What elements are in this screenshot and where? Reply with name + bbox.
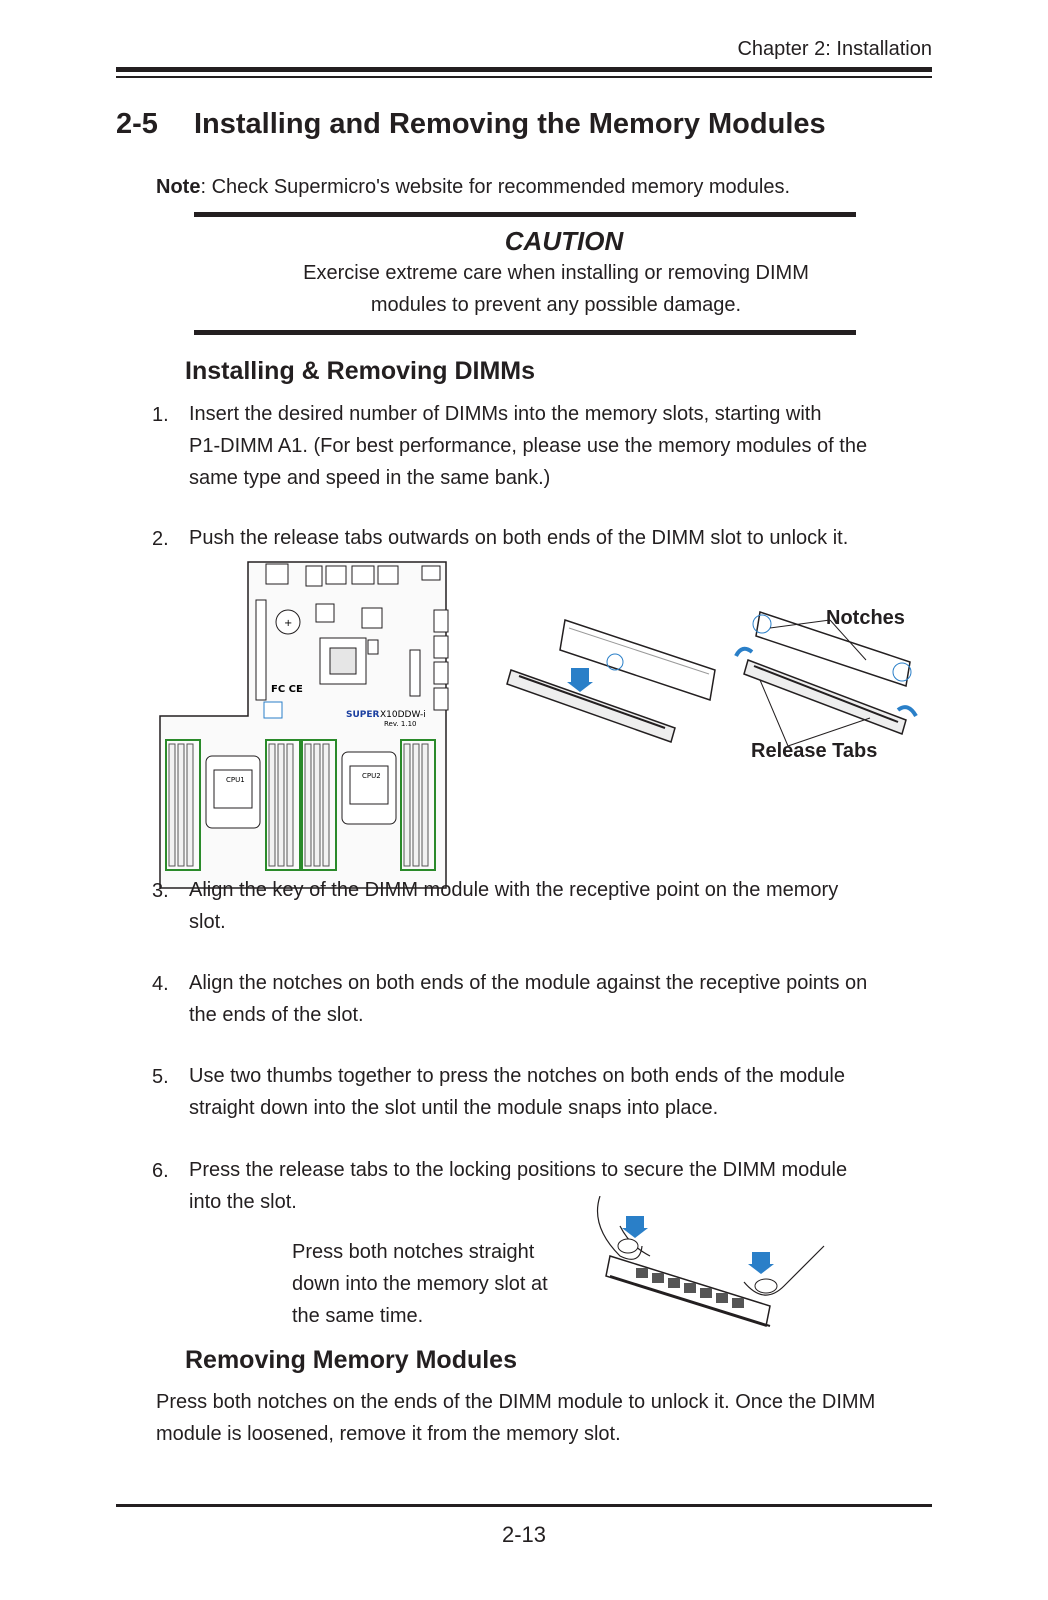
- note: [156, 176, 790, 199]
- step-5-number: 5.: [152, 1066, 169, 1088]
- step-2-number: 2.: [152, 528, 169, 550]
- header-rule-thin: [116, 76, 932, 78]
- caution-title: CAUTION: [504, 226, 624, 256]
- press-caption-line-1: Press both notches straight: [292, 1241, 535, 1263]
- step-6-line-1: Press the release tabs to the locking positions to secure the DIMM module: [189, 1159, 848, 1181]
- step-4-line-1: Align the notches on both ends of the module against the receptive points on: [189, 972, 868, 994]
- step-5-text: [189, 1060, 944, 1124]
- section-number: 2-5: [116, 108, 158, 140]
- step-1-line-3: same type and speed in the same bank.): [189, 467, 551, 489]
- notches-label: Notches: [826, 607, 905, 629]
- step-5-line-1: Use two thumbs together to press the notches on both ends of the module: [189, 1065, 845, 1087]
- press-caption: [292, 1236, 572, 1332]
- step-1-line-2: P1-DIMM A1. (For best performance, please use the memory modules of the: [189, 435, 868, 457]
- step-1-number: 1.: [152, 404, 169, 426]
- press-caption-line-2: down into the memory slot at: [292, 1273, 548, 1295]
- board-model: X10DDW-i: [380, 710, 426, 720]
- header-rule: [116, 67, 932, 72]
- release-tabs-label: Release Tabs: [751, 740, 878, 762]
- removing-line-2: module is loosened, remove it from the memory slot.: [156, 1423, 621, 1445]
- thumbs-press-illustration: [570, 1196, 840, 1346]
- chapter-header: Chapter 2: Installation: [737, 38, 932, 60]
- step-4-number: 4.: [152, 973, 169, 995]
- board-brand: SUPER: [346, 710, 380, 720]
- caution-top-bar: [194, 212, 856, 217]
- step-3-line-1: Align the key of the DIMM module with the receptive point on the memory: [189, 879, 839, 901]
- step-3-number: 3.: [152, 880, 169, 902]
- step-2-line-1: Push the release tabs outwards on both ends of the DIMM slot to unlock it.: [189, 527, 849, 549]
- step-4-text: [189, 967, 944, 1031]
- step-3-text: [189, 874, 944, 938]
- cpu2-label: CPU2: [362, 772, 381, 780]
- step-1-line-1: Insert the desired number of DIMMs into the memory slots, starting with: [189, 403, 822, 425]
- caution-line-2: modules to prevent any possible damage.: [370, 294, 742, 316]
- installing-heading: Installing & Removing DIMMs: [185, 357, 536, 385]
- step-6-number: 6.: [152, 1160, 169, 1182]
- step-3-line-2: slot.: [189, 911, 226, 933]
- footer-rule: [116, 1504, 932, 1507]
- caution-line-1: Exercise extreme care when installing or removing DIMM: [303, 262, 809, 284]
- removing-line-1: Press both notches on the ends of the DIMM module to unlock it. Once the DIMM: [156, 1391, 876, 1413]
- step-4-line-2: the ends of the slot.: [189, 1004, 364, 1026]
- caution-bottom-bar: [194, 330, 856, 335]
- press-caption-line-3: the same time.: [292, 1305, 424, 1327]
- dimm-slot-illustration: [505, 600, 735, 750]
- svg-text:FC CE: FC CE: [271, 684, 303, 695]
- note-label: Note: [156, 176, 201, 198]
- step-5-line-2: straight down into the slot until the module snaps into place.: [189, 1097, 719, 1119]
- step-1-text: [189, 398, 944, 494]
- step-2-text: [189, 522, 944, 554]
- motherboard-figure: [156, 560, 456, 890]
- cpu1-label: CPU1: [226, 776, 245, 784]
- page-number: 2-13: [501, 1522, 547, 1547]
- removing-heading: Removing Memory Modules: [185, 1346, 517, 1374]
- removing-paragraph: [156, 1386, 956, 1450]
- section-title: Installing and Removing the Memory Modules: [194, 108, 826, 140]
- svg-text:+: +: [284, 618, 293, 629]
- board-rev: Rev. 1.10: [384, 720, 417, 728]
- step-6-line-2: into the slot.: [189, 1191, 297, 1213]
- note-text: : Check Supermicro's website for recommended memory modules.: [200, 176, 791, 198]
